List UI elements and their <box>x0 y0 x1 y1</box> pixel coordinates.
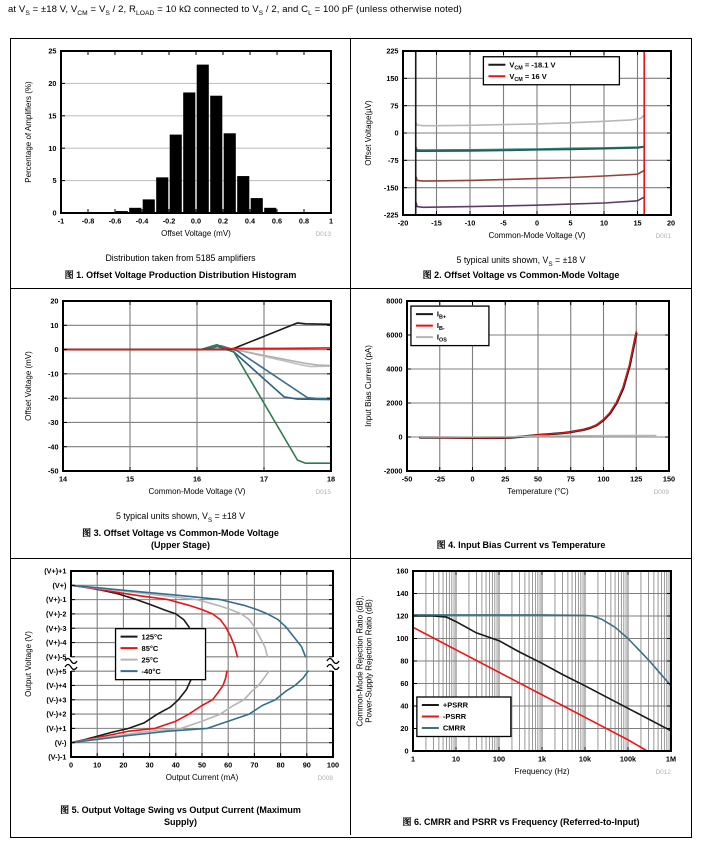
svg-text:(V+): (V+) <box>52 580 66 590</box>
svg-text:0.6: 0.6 <box>271 216 282 226</box>
cmrr-psrr-chart <box>355 563 687 790</box>
svg-text:+PSRR: +PSRR <box>442 700 469 710</box>
svg-text:90: 90 <box>302 760 311 770</box>
svg-text:50: 50 <box>197 760 206 770</box>
svg-text:-25: -25 <box>434 474 446 484</box>
svg-text:(V+)-3: (V+)-3 <box>45 623 66 633</box>
offset-vs-cm-voltage-chart <box>355 43 687 254</box>
svg-text:10: 10 <box>92 760 101 770</box>
svg-text:0: 0 <box>394 128 399 138</box>
svg-text:(V-)+1: (V-)+1 <box>45 723 66 733</box>
svg-text:6000: 6000 <box>386 330 403 340</box>
figure-3-caption: 图 3. Offset Voltage vs Common-Mode Voltage (Upper Stage) <box>82 527 279 550</box>
svg-text:(V-)+4: (V-)+4 <box>45 681 66 691</box>
svg-text:100: 100 <box>396 634 409 644</box>
chart-subtitle: 5 typical units shown, $V_S = \pm 18$ V <box>116 511 245 524</box>
svg-text:5: 5 <box>51 176 56 186</box>
svg-text:D013: D013 <box>314 231 331 238</box>
svg-text:0: 0 <box>53 345 58 355</box>
figure-2-cell <box>351 39 691 289</box>
svg-text:Frequency (Hz): Frequency (Hz) <box>514 767 570 776</box>
svg-text:IB+: $I_{B+}$ <box>436 309 447 321</box>
svg-text:17: 17 <box>259 474 268 484</box>
svg-text:(V+)+1: (V+)+1 <box>43 566 66 576</box>
chart-subtitle: Distribution taken from 5185 amplifiers <box>105 253 256 263</box>
svg-text:20: 20 <box>118 760 127 770</box>
svg-text:0.8: 0.8 <box>298 216 309 226</box>
svg-text:2000: 2000 <box>386 398 403 408</box>
svg-text:225: 225 <box>386 46 399 56</box>
svg-text:D012: D012 <box>655 769 671 776</box>
svg-text:Offset Voltage (mV): Offset Voltage (mV) <box>160 229 231 238</box>
svg-text:80: 80 <box>276 760 285 770</box>
svg-text:0: 0 <box>404 746 409 756</box>
svg-text:75: 75 <box>566 474 575 484</box>
svg-text:D008: D008 <box>316 775 333 782</box>
svg-text:120: 120 <box>396 611 409 621</box>
svg-text:20: 20 <box>666 218 676 228</box>
chart-canvas <box>15 563 347 791</box>
svg-text:20: 20 <box>400 724 409 734</box>
svg-text:5: 5 <box>568 218 573 228</box>
svg-text:-40°C: -40°C <box>141 666 161 676</box>
svg-text:-30: -30 <box>47 418 58 428</box>
svg-text:D015: D015 <box>314 489 331 496</box>
svg-text:Temperature (°C): Temperature (°C) <box>507 487 569 496</box>
svg-text:(V-)+3: (V-)+3 <box>45 695 66 705</box>
svg-text:8000: 8000 <box>386 296 403 306</box>
svg-text:-20: -20 <box>397 218 409 228</box>
svg-text:10k: 10k <box>578 754 592 764</box>
chart-canvas <box>355 43 687 249</box>
chart-subtitle: 5 typical units shown, $V_S = \pm 18$ V <box>456 255 586 268</box>
input-bias-current-chart <box>355 293 687 510</box>
svg-text:Percentage of Amplifiers (%): Percentage of Amplifiers (%) <box>23 81 33 183</box>
svg-text:60: 60 <box>223 760 232 770</box>
svg-text:-1: -1 <box>57 216 64 226</box>
svg-text:50: 50 <box>533 474 543 484</box>
svg-text:Common-Mode Voltage (V): Common-Mode Voltage (V) <box>148 487 245 496</box>
svg-text:10: 10 <box>49 320 58 330</box>
svg-text:85°C: 85°C <box>141 643 158 653</box>
svg-text:30: 30 <box>145 760 154 770</box>
svg-text:14: 14 <box>58 474 67 484</box>
svg-text:0.0: 0.0 <box>190 216 201 226</box>
svg-text:140: 140 <box>396 589 409 599</box>
svg-text:15: 15 <box>125 474 134 484</box>
offset-voltage-histogram-chart <box>15 43 347 252</box>
svg-text:1: 1 <box>410 754 416 764</box>
svg-text:60: 60 <box>400 679 409 689</box>
svg-text:-0.4: -0.4 <box>135 216 148 226</box>
svg-text:-0.8: -0.8 <box>81 216 94 226</box>
svg-text:160: 160 <box>396 566 409 576</box>
svg-text:0: 0 <box>51 208 56 218</box>
svg-text:(V+)-5: (V+)-5 <box>45 652 66 662</box>
figure-1-cell <box>11 39 351 289</box>
svg-text:CMRR: CMRR <box>442 723 466 733</box>
svg-text:40: 40 <box>171 760 180 770</box>
svg-text:(V-)+5: (V-)+5 <box>45 666 66 676</box>
figure-6-cell <box>351 559 691 835</box>
figure-2-caption: 图 2. Offset Voltage vs Common-Mode Voltage <box>422 269 620 280</box>
svg-text:Output Current (mA): Output Current (mA) <box>165 773 238 782</box>
figure-5-cell <box>11 559 351 835</box>
svg-text:18: 18 <box>326 474 335 484</box>
svg-text:-20: -20 <box>47 393 58 403</box>
svg-text:15: 15 <box>633 218 642 228</box>
offset-vs-cm-upper-stage-chart <box>15 293 347 510</box>
svg-text:-40: -40 <box>47 442 58 452</box>
chart-canvas <box>15 43 347 247</box>
figure-1-caption: 图 1. Offset Voltage Production Distribution Histogram <box>64 269 297 280</box>
svg-text:-2000: -2000 <box>383 466 403 476</box>
svg-text:0: 0 <box>534 218 540 228</box>
svg-text:150: 150 <box>662 474 676 484</box>
svg-text:Common-Mode Voltage (V): Common-Mode Voltage (V) <box>488 231 586 240</box>
svg-text:Offset Voltage (mV): Offset Voltage (mV) <box>23 351 33 421</box>
svg-text:125: 125 <box>630 474 643 484</box>
svg-text:15: 15 <box>47 111 56 121</box>
svg-text:40: 40 <box>400 701 409 711</box>
svg-text:1: 1 <box>328 216 333 226</box>
svg-text:-PSRR: -PSRR <box>442 712 467 722</box>
svg-text:Output Voltage (V): Output Voltage (V) <box>23 631 33 697</box>
svg-text:-15: -15 <box>431 218 442 228</box>
svg-text:0: 0 <box>68 760 73 770</box>
svg-text:-10: -10 <box>464 218 476 228</box>
svg-text:(V-)-1: (V-)-1 <box>47 752 66 762</box>
svg-text:(V+)-1: (V+)-1 <box>45 595 66 605</box>
svg-text:0: 0 <box>470 474 475 484</box>
svg-text:D001: D001 <box>655 233 671 240</box>
svg-text:25: 25 <box>47 46 56 56</box>
svg-text:-150: -150 <box>383 183 399 193</box>
svg-text:-50: -50 <box>47 466 58 476</box>
svg-text:(V+)-2: (V+)-2 <box>45 609 66 619</box>
svg-text:-0.6: -0.6 <box>108 216 121 226</box>
figure-4-cell <box>351 289 691 559</box>
svg-text:IOS: $I_{OS}$ <box>436 332 447 344</box>
svg-text:Input Bias Current (pA): Input Bias Current (pA) <box>364 345 373 427</box>
svg-text:20: 20 <box>49 296 58 306</box>
svg-text:VCM = 16 V: $V_{CM} = 16$ V <box>509 71 547 83</box>
figure-5-caption: 图 5. Output Voltage Swing vs Output Current (Maximum Supply) <box>60 804 301 827</box>
svg-text:-5: -5 <box>500 218 507 228</box>
chart-canvas <box>355 293 687 505</box>
svg-text:-10: -10 <box>47 369 58 379</box>
svg-text:1k: 1k <box>537 754 547 764</box>
svg-text:0.4: 0.4 <box>244 216 255 226</box>
figure-4-caption: 图 4. Input Bias Current vs Temperature <box>436 539 606 550</box>
svg-text:125°C: 125°C <box>141 632 162 642</box>
figure-6-caption: 图 6. CMRR and PSRR vs Frequency (Referred-to-Input) <box>402 816 640 827</box>
svg-text:(V-): (V-) <box>54 738 66 748</box>
chart-canvas <box>15 293 347 505</box>
conditions-header: at $V_S = \pm 18$ V, $V_{CM} = V_S / 2$, $R_{LOAD} = 10$ kΩ connected to $V_S / 2$, and $C_L = 100$ pF (unless otherwise noted) <box>8 4 462 17</box>
svg-text:10: 10 <box>599 218 609 228</box>
svg-text:-0.2: -0.2 <box>162 216 175 226</box>
svg-text:70: 70 <box>249 760 258 770</box>
svg-text:Offset Voltage(µV): Offset Voltage(µV) <box>364 100 373 166</box>
chart-canvas <box>355 563 687 785</box>
svg-text:(V+)-4: (V+)-4 <box>45 638 66 648</box>
svg-text:-50: -50 <box>401 474 413 484</box>
svg-text:150: 150 <box>386 73 399 83</box>
svg-text:100: 100 <box>597 474 610 484</box>
svg-text:-75: -75 <box>387 155 399 165</box>
svg-text:100: 100 <box>326 760 339 770</box>
svg-text:25: 25 <box>501 474 510 484</box>
svg-text:100: 100 <box>492 754 506 764</box>
svg-text:IB-: $I_{B-}$ <box>436 321 445 333</box>
svg-text:100k: 100k <box>619 754 637 764</box>
svg-text:80: 80 <box>400 656 409 666</box>
svg-text:16: 16 <box>192 474 201 484</box>
svg-text:75: 75 <box>390 101 399 111</box>
svg-text:0: 0 <box>398 432 403 442</box>
svg-text:25°C: 25°C <box>141 655 158 665</box>
svg-text:4000: 4000 <box>386 364 403 374</box>
figure-table <box>10 38 692 838</box>
figure-3-cell <box>11 289 351 559</box>
svg-text:20: 20 <box>47 79 56 88</box>
svg-text:1M: 1M <box>665 754 677 764</box>
output-swing-chart <box>15 563 347 796</box>
svg-text:10: 10 <box>451 754 461 764</box>
svg-text:10: 10 <box>47 143 56 153</box>
svg-text:-225: -225 <box>383 210 399 220</box>
svg-text:0.2: 0.2 <box>217 216 228 226</box>
svg-text:(V-)+2: (V-)+2 <box>45 709 66 719</box>
svg-text:D009: D009 <box>653 489 669 496</box>
svg-text:VCM = -18.1 V: $V_{CM} = -18.1$ V <box>509 60 556 72</box>
svg-text:Common-Mode Rejection Ratio (d: Common-Mode Rejection Ratio (dB),Power-Supply Rejection Ratio (dB) <box>355 595 374 727</box>
